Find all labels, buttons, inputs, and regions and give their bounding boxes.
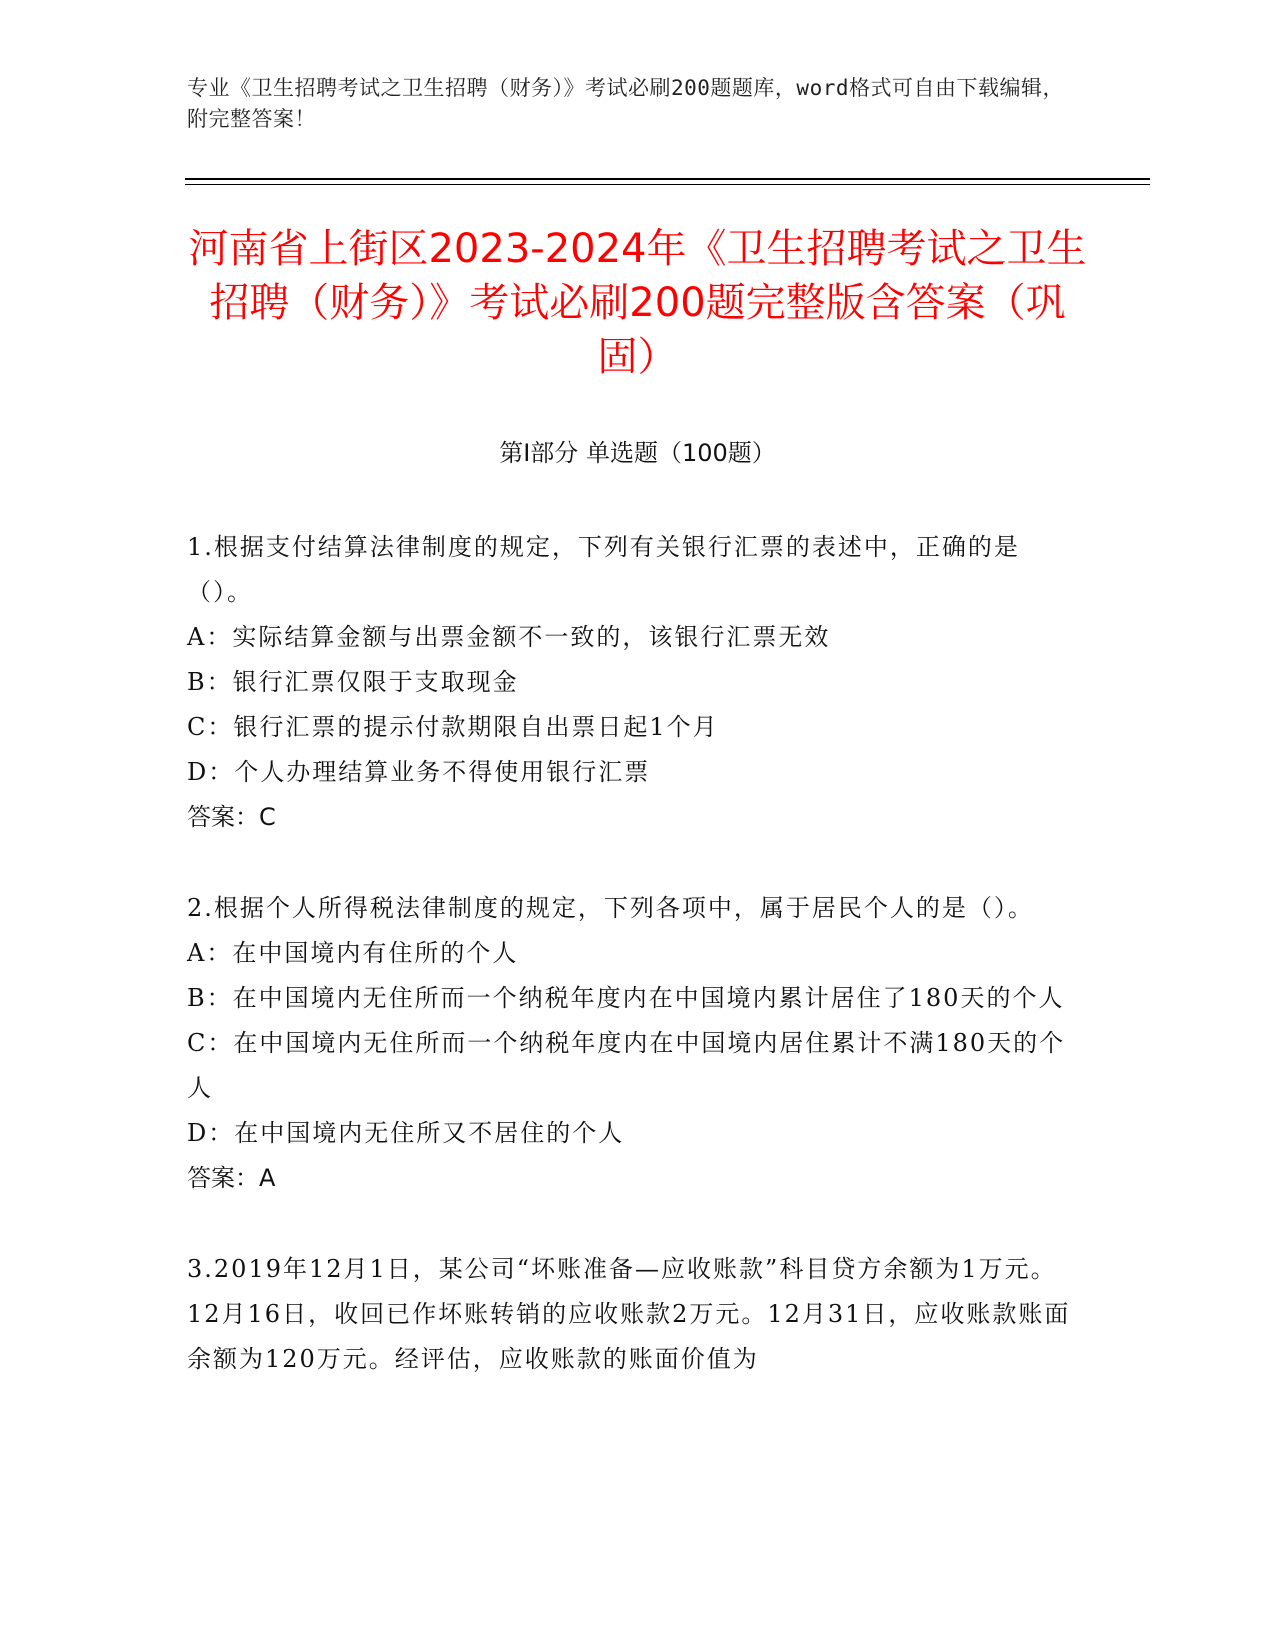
answer: 答案：C	[187, 803, 276, 831]
option-b: B：在中国境内无住所而一个纳税年度内在中国境内累计居住了180天的个人	[187, 984, 1065, 1012]
option-a: A：实际结算金额与出票金额不一致的，该银行汇票无效	[187, 623, 831, 651]
option-d: D：个人办理结算业务不得使用银行汇票	[187, 758, 651, 786]
section-title: 第Ⅰ部分 单选题（100题）	[499, 439, 776, 467]
option-d: D：在中国境内无住所又不居住的个人	[187, 1119, 625, 1147]
option-c: C：在中国境内无住所而一个纳税年度内在中国境内居住累计不满180天的个人	[187, 1029, 1066, 1102]
question-2	[187, 886, 1077, 1201]
question-stem: 3.2019年12月1日，某公司“坏账准备—应收账款”科目贷方余额为1万元。12月16日，收回已作坏账转销的应收账款2万元。12月31日，应收账款账面余额为120万元。经评估，应收账款的账面价值为	[187, 1255, 1071, 1373]
document-title: 河南省上街区2023-2024年《卫生招聘考试之卫生招聘（财务）》考试必刷200题完整版含答案（巩固）	[188, 226, 1087, 380]
question-list	[187, 525, 1077, 1428]
header-note: 专业《卫生招聘考试之卫生招聘（财务）》考试必刷200题题库，word格式可自由下载编辑，附完整答案！	[187, 76, 1064, 131]
option-c: C：银行汇票的提示付款期限自出票日起1个月	[187, 713, 719, 741]
option-a: A：在中国境内有住所的个人	[187, 939, 519, 967]
header-divider-thick	[185, 178, 1150, 180]
question-1	[187, 525, 1077, 840]
option-b: B：银行汇票仅限于支取现金	[187, 668, 519, 696]
question-3	[187, 1247, 1077, 1382]
question-stem: 1.根据支付结算法律制度的规定，下列有关银行汇票的表述中，正确的是（）。	[187, 533, 1020, 606]
answer: 答案：A	[187, 1164, 276, 1192]
question-stem: 2.根据个人所得税法律制度的规定，下列各项中，属于居民个人的是（）。	[187, 894, 1034, 922]
header-divider-thin	[185, 184, 1150, 185]
